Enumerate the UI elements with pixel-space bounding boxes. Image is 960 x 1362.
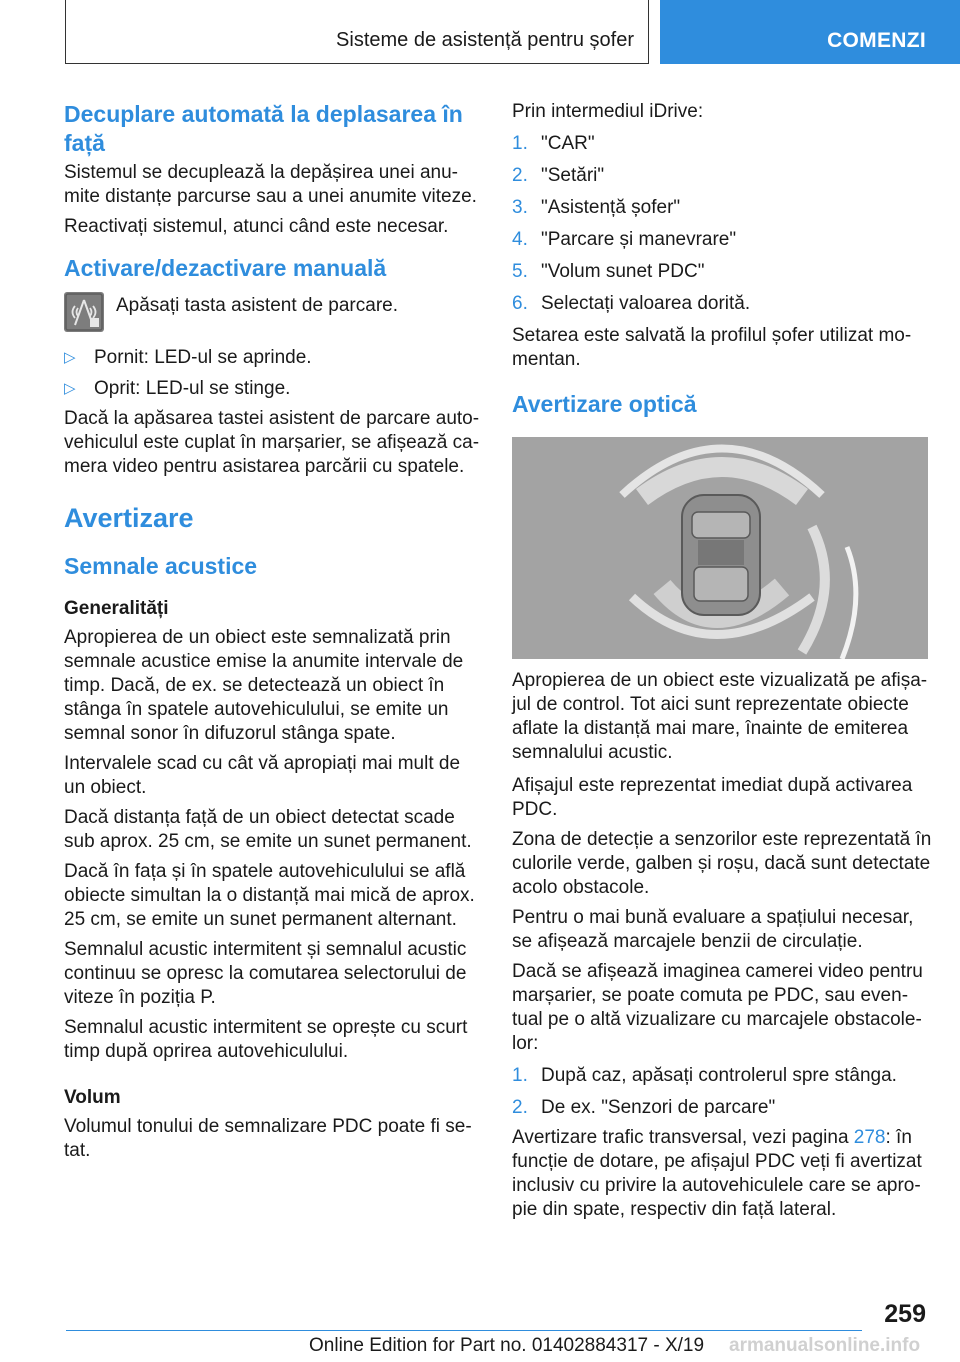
paragraph: Pentru o mai bună evaluare a spațiului necesar, se afișează marcajele benzii de circulație. [512, 907, 914, 952]
list-item-text: Pornit: LED-ul se aprinde. [94, 347, 312, 368]
heading-avertizare-optica: Avertizare optică [512, 391, 697, 417]
triangle-bullet-icon: ▷ [64, 380, 76, 397]
paragraph: Afișajul este reprezentat imediat după activarea PDC. [512, 775, 913, 820]
step-number: 1. [512, 1065, 528, 1086]
paragraph: Zona de detecție a senzorilor este reprezentată în culorile verde, galben și roșu, dacă sunt detectate acolo obstacole. [512, 829, 932, 898]
heading-generalitati: Generalități [64, 598, 169, 619]
triangle-bullet-icon: ▷ [64, 349, 76, 366]
step-item [512, 260, 932, 284]
section-title: Sisteme de asistență pentru șofer [336, 29, 634, 51]
step-item [512, 292, 932, 316]
paragraph: Apropierea de un obiect este semnalizată prin semnale acustice emise la anumite intervale de timp. Dacă, de ex. se detectează un obiect în stânga în spatele autovehiculului, se emite un semnal sonor în difuzorul stânga spate. [64, 627, 464, 744]
text: Avertizare trafic transversal, vezi pagina [512, 1127, 854, 1148]
page-number: 259 [884, 1300, 926, 1328]
step-number: 1. [512, 133, 528, 154]
step-text: "Setări" [541, 165, 605, 186]
list-item [64, 346, 484, 370]
paragraph: Intervalele scad cu cât vă apropiați mai mult de un obiect. [64, 753, 461, 798]
left-column [64, 100, 484, 1163]
paragraph: Apropierea de un obiect este vizualizată pe afișajul de control. Tot aici sunt reprezentate obiecte aflate la distanță mai mare, înainte de emiterea semnalului acustic. [512, 670, 928, 763]
step-text: După caz, apăsați controlerul spre stânga. [541, 1065, 897, 1086]
step-item [512, 1096, 932, 1120]
paragraph: Dacă în fața și în spatele autovehiculului se află obiecte simultan la o distanță mai mică de aprox. 25 cm, se emite un sunet permanent alternant. [64, 861, 475, 930]
paragraph: Dacă distanța față de un obiect detectat scade sub aprox. 25 cm, se emite un sunet permanent. [64, 807, 472, 852]
paragraph: Dacă la apăsarea tastei asistent de parcare autovehiculul este cuplat în marșarier, se afișează camera video pentru asistarea parcării cu spatele. [64, 408, 480, 477]
page-link[interactable]: 278 [853, 1127, 886, 1148]
list-item-text: Oprit: LED-ul se stinge. [94, 378, 291, 399]
step-number: 2. [512, 165, 528, 186]
step-number: 6. [512, 293, 528, 314]
step-number: 4. [512, 229, 528, 250]
step-text: Selectați valoarea dorită. [541, 293, 751, 314]
heading-semnale: Semnale acustice [64, 553, 258, 579]
list-item [64, 377, 484, 401]
parking-button-text: Apăsați tasta asistent de parcare. [116, 295, 398, 316]
paragraph: Sistemul se decuplează la depășirea unei anumite distanțe parcurse sau a unei anumite viteze. [64, 162, 477, 207]
heading-decuplare: Decuplare automată la deplasarea în față [64, 101, 463, 156]
chapter-tab-label: COMENZI [827, 29, 926, 52]
paragraph: Reactivați sistemul, atunci când este necesar. [64, 216, 449, 237]
step-text: "Volum sunet PDC" [541, 261, 705, 282]
right-column [512, 100, 932, 1222]
step-number: 2. [512, 1097, 528, 1118]
step-number: 5. [512, 261, 528, 282]
step-text: "Asistență șofer" [541, 197, 681, 218]
step-number: 3. [512, 197, 528, 218]
step-text: "CAR" [541, 133, 595, 154]
header-title-box [65, 0, 649, 64]
heading-avertizare: Avertizare [64, 503, 194, 533]
parking-button-row [64, 292, 484, 338]
watermark: armanualsonline.info [729, 1335, 921, 1356]
heading-activare: Activare/dezactivare manuală [64, 255, 387, 281]
chapter-tab[interactable] [660, 0, 960, 64]
paragraph: Volumul tonului de semnalizare PDC poate fi setat. [64, 1116, 472, 1161]
step-item [512, 228, 932, 252]
pdc-display-illustration [512, 437, 928, 659]
step-text: De ex. "Senzori de parcare" [541, 1097, 776, 1118]
footer-edition: Online Edition for Part no. 01402884317 - X/19 [309, 1335, 705, 1356]
step-item [512, 1064, 932, 1088]
step-item [512, 132, 932, 156]
paragraph: Semnalul acustic intermitent se oprește cu scurt timp după oprirea autovehiculului. [64, 1017, 468, 1062]
heading-volum: Volum [64, 1087, 121, 1108]
paragraph-cross-traffic [512, 1126, 932, 1222]
step-text: "Parcare și manevrare" [541, 229, 737, 250]
paragraph: Prin intermediul iDrive: [512, 101, 704, 122]
step-item [512, 164, 932, 188]
paragraph: Semnalul acustic intermitent și semnalul acustic continuu se opresc la comutarea selectorului de viteze în poziția P. [64, 939, 467, 1008]
parking-assist-button-icon [64, 292, 104, 332]
paragraph: Setarea este salvată la profilul șofer utilizat momentan. [512, 325, 912, 370]
text: : în funcție de dotare, pe afișajul PDC veți fi avertizat inclusiv cu privire la autovehiculele care se apropie din spate, respectiv din față lateral. [512, 1127, 922, 1220]
step-item [512, 196, 932, 220]
paragraph: Dacă se afișează imaginea camerei video pentru marșarier, se poate comuta pe PDC, sau eventual pe o altă vizualizare cu marcajele obstacolelor: [512, 961, 923, 1054]
footer-divider [66, 1330, 862, 1331]
